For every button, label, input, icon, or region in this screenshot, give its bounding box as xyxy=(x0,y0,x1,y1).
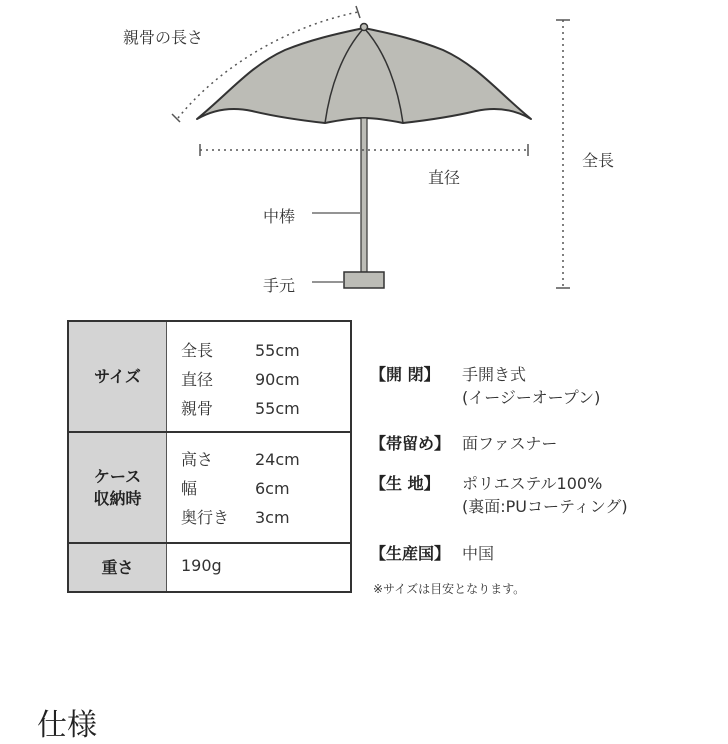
umbrella-canopy xyxy=(197,28,531,123)
open-close-spec xyxy=(370,362,527,385)
size-row-value: 55cm xyxy=(255,341,300,360)
case-header-line1: ケース xyxy=(93,466,142,486)
umbrella-tip xyxy=(361,24,368,31)
case-row-value: 6cm xyxy=(255,479,290,498)
size-row xyxy=(181,396,300,419)
case-row-value: 24cm xyxy=(255,450,300,469)
origin-value: 中国 xyxy=(462,544,495,563)
strap-key: 【帯留め】 xyxy=(370,434,451,453)
origin-key: 【生産国】 xyxy=(370,544,451,563)
size-row-label: 親骨 xyxy=(181,399,214,418)
case-header-line2: 収納時 xyxy=(93,488,142,508)
case-row-value: 3cm xyxy=(255,508,290,527)
open-close-value: 手開き式 xyxy=(462,365,527,384)
fabric-spec xyxy=(370,471,603,494)
size-note: ※サイズは目安となります。 xyxy=(373,582,526,596)
shaft-label: 中棒 xyxy=(263,207,296,226)
case-row-label: 高さ xyxy=(181,450,214,469)
rib-length-label: 親骨の長さ xyxy=(123,28,204,47)
open-close-value-line2: (イージーオープン) xyxy=(462,388,601,407)
size-row xyxy=(181,338,300,361)
open-close-key: 【開 閉】 xyxy=(370,365,440,384)
diameter-label: 直径 xyxy=(428,168,461,187)
size-body xyxy=(167,322,350,431)
case-row-label: 奥行き xyxy=(181,508,230,527)
section-title: 仕様 xyxy=(37,708,97,743)
handle-label: 手元 xyxy=(263,276,296,295)
size-header: サイズ xyxy=(69,322,167,431)
case-row-label: 幅 xyxy=(181,479,198,498)
size-row-label: 直径 xyxy=(181,370,214,389)
weight-header: 重さ xyxy=(69,544,167,591)
umbrella-diagram xyxy=(0,0,728,310)
fabric-value: ポリエステル100% xyxy=(462,474,603,493)
case-section xyxy=(69,433,350,542)
case-row xyxy=(181,476,290,499)
spec-table xyxy=(67,320,352,593)
fabric-value-line2: (裏面:PUコーティング) xyxy=(462,497,628,516)
case-row xyxy=(181,505,290,528)
size-row-label: 全長 xyxy=(181,341,214,360)
size-row-value: 90cm xyxy=(255,370,300,389)
size-row-value: 55cm xyxy=(255,399,300,418)
umbrella-shaft xyxy=(361,118,367,272)
umbrella-handle xyxy=(344,272,384,288)
size-section xyxy=(69,322,350,431)
weight-section xyxy=(69,544,350,591)
strap-value: 面ファスナー xyxy=(462,434,558,453)
size-row xyxy=(181,367,300,390)
fabric-key: 【生 地】 xyxy=(370,474,440,493)
case-header xyxy=(69,433,167,542)
strap-spec xyxy=(370,431,558,454)
weight-body xyxy=(167,544,350,591)
total-length-label: 全長 xyxy=(582,151,615,170)
case-body xyxy=(167,433,350,542)
case-row xyxy=(181,447,300,470)
weight-value: 190g xyxy=(181,556,222,575)
origin-spec xyxy=(370,541,495,564)
